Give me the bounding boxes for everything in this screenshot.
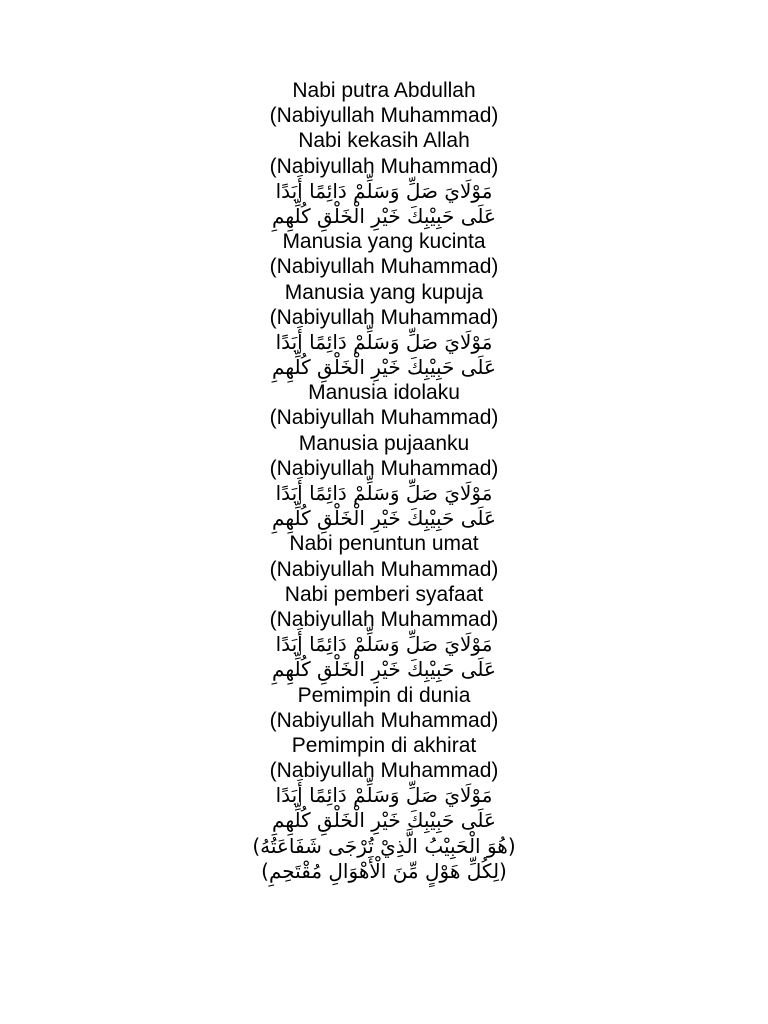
arabic-lyric-line: (هُوَ الْحَبِيْبُ الَّذِيْ تُرْجَى شَفَاعَتُهُ) [252, 833, 516, 858]
lyric-line: (Nabiyullah Muhammad) [269, 557, 499, 581]
arabic-lyric-line: مَوْلَايَ صَلِّ وَسَلِّمْ دَائِمًا أَبَدًا [275, 178, 493, 203]
lyric-line: (Nabiyullah Muhammad) [269, 104, 499, 128]
lyric-line: (Nabiyullah Muhammad) [269, 607, 499, 631]
lyric-line: Manusia idolaku [308, 381, 460, 405]
lyric-line: (Nabiyullah Muhammad) [269, 305, 499, 329]
arabic-lyric-line: عَلَى حَبِيْبِكَ خَيْرِ الْخَلْقِ كُلِّهِمِ [272, 506, 496, 531]
lyric-line: Manusia yang kupuja [284, 280, 484, 304]
lyric-line: Nabi penuntun umat [289, 532, 479, 556]
lyric-line: (Nabiyullah Muhammad) [269, 456, 499, 480]
arabic-lyric-line: عَلَى حَبِيْبِكَ خَيْرِ الْخَلْقِ كُلِّهِمِ [272, 203, 496, 228]
lyric-line: (Nabiyullah Muhammad) [269, 255, 499, 279]
arabic-lyric-line: عَلَى حَبِيْبِكَ خَيْرِ الْخَلْقِ كُلِّهِمِ [272, 355, 496, 380]
arabic-lyric-line: مَوْلَايَ صَلِّ وَسَلِّمْ دَائِمًا أَبَدًا [275, 783, 493, 808]
arabic-lyric-line: مَوْلَايَ صَلِّ وَسَلِّمْ دَائِمًا أَبَدًا [275, 481, 493, 505]
arabic-lyric-line: (لِكُلِّ هَوْلٍ مِّنَ الْأَهْوَالِ مُقْتَحِمِ) [261, 858, 507, 883]
lyric-line: (Nabiyullah Muhammad) [269, 759, 499, 783]
arabic-lyric-line: مَوْلَايَ صَلِّ وَسَلِّمْ دَائِمًا أَبَدًا [275, 632, 493, 657]
lyric-line: Nabi pemberi syafaat [284, 582, 484, 606]
lyric-line: Manusia pujaanku [298, 431, 470, 455]
lyric-line: Nabi putra Abdullah [292, 79, 476, 102]
lyric-line: Pemimpin di akhirat [291, 733, 477, 757]
arabic-lyric-line: عَلَى حَبِيْبِكَ خَيْرِ الْخَلْقِ كُلِّهِمِ [272, 808, 496, 833]
lyric-line: (Nabiyullah Muhammad) [269, 406, 499, 430]
lyric-line: Pemimpin di dunia [297, 683, 471, 707]
lyric-line: Manusia yang kucinta [282, 230, 486, 254]
lyric-line: Nabi kekasih Allah [298, 129, 470, 153]
arabic-lyric-line: عَلَى حَبِيْبِكَ خَيْرِ الْخَلْقِ كُلِّهِمِ [272, 657, 496, 682]
lyrics-document [0, 78, 768, 884]
lyric-line: (Nabiyullah Muhammad) [269, 708, 499, 732]
lyric-line: (Nabiyullah Muhammad) [269, 154, 499, 178]
arabic-lyric-line: مَوْلَايَ صَلِّ وَسَلِّمْ دَائِمًا أَبَدًا [275, 329, 493, 354]
